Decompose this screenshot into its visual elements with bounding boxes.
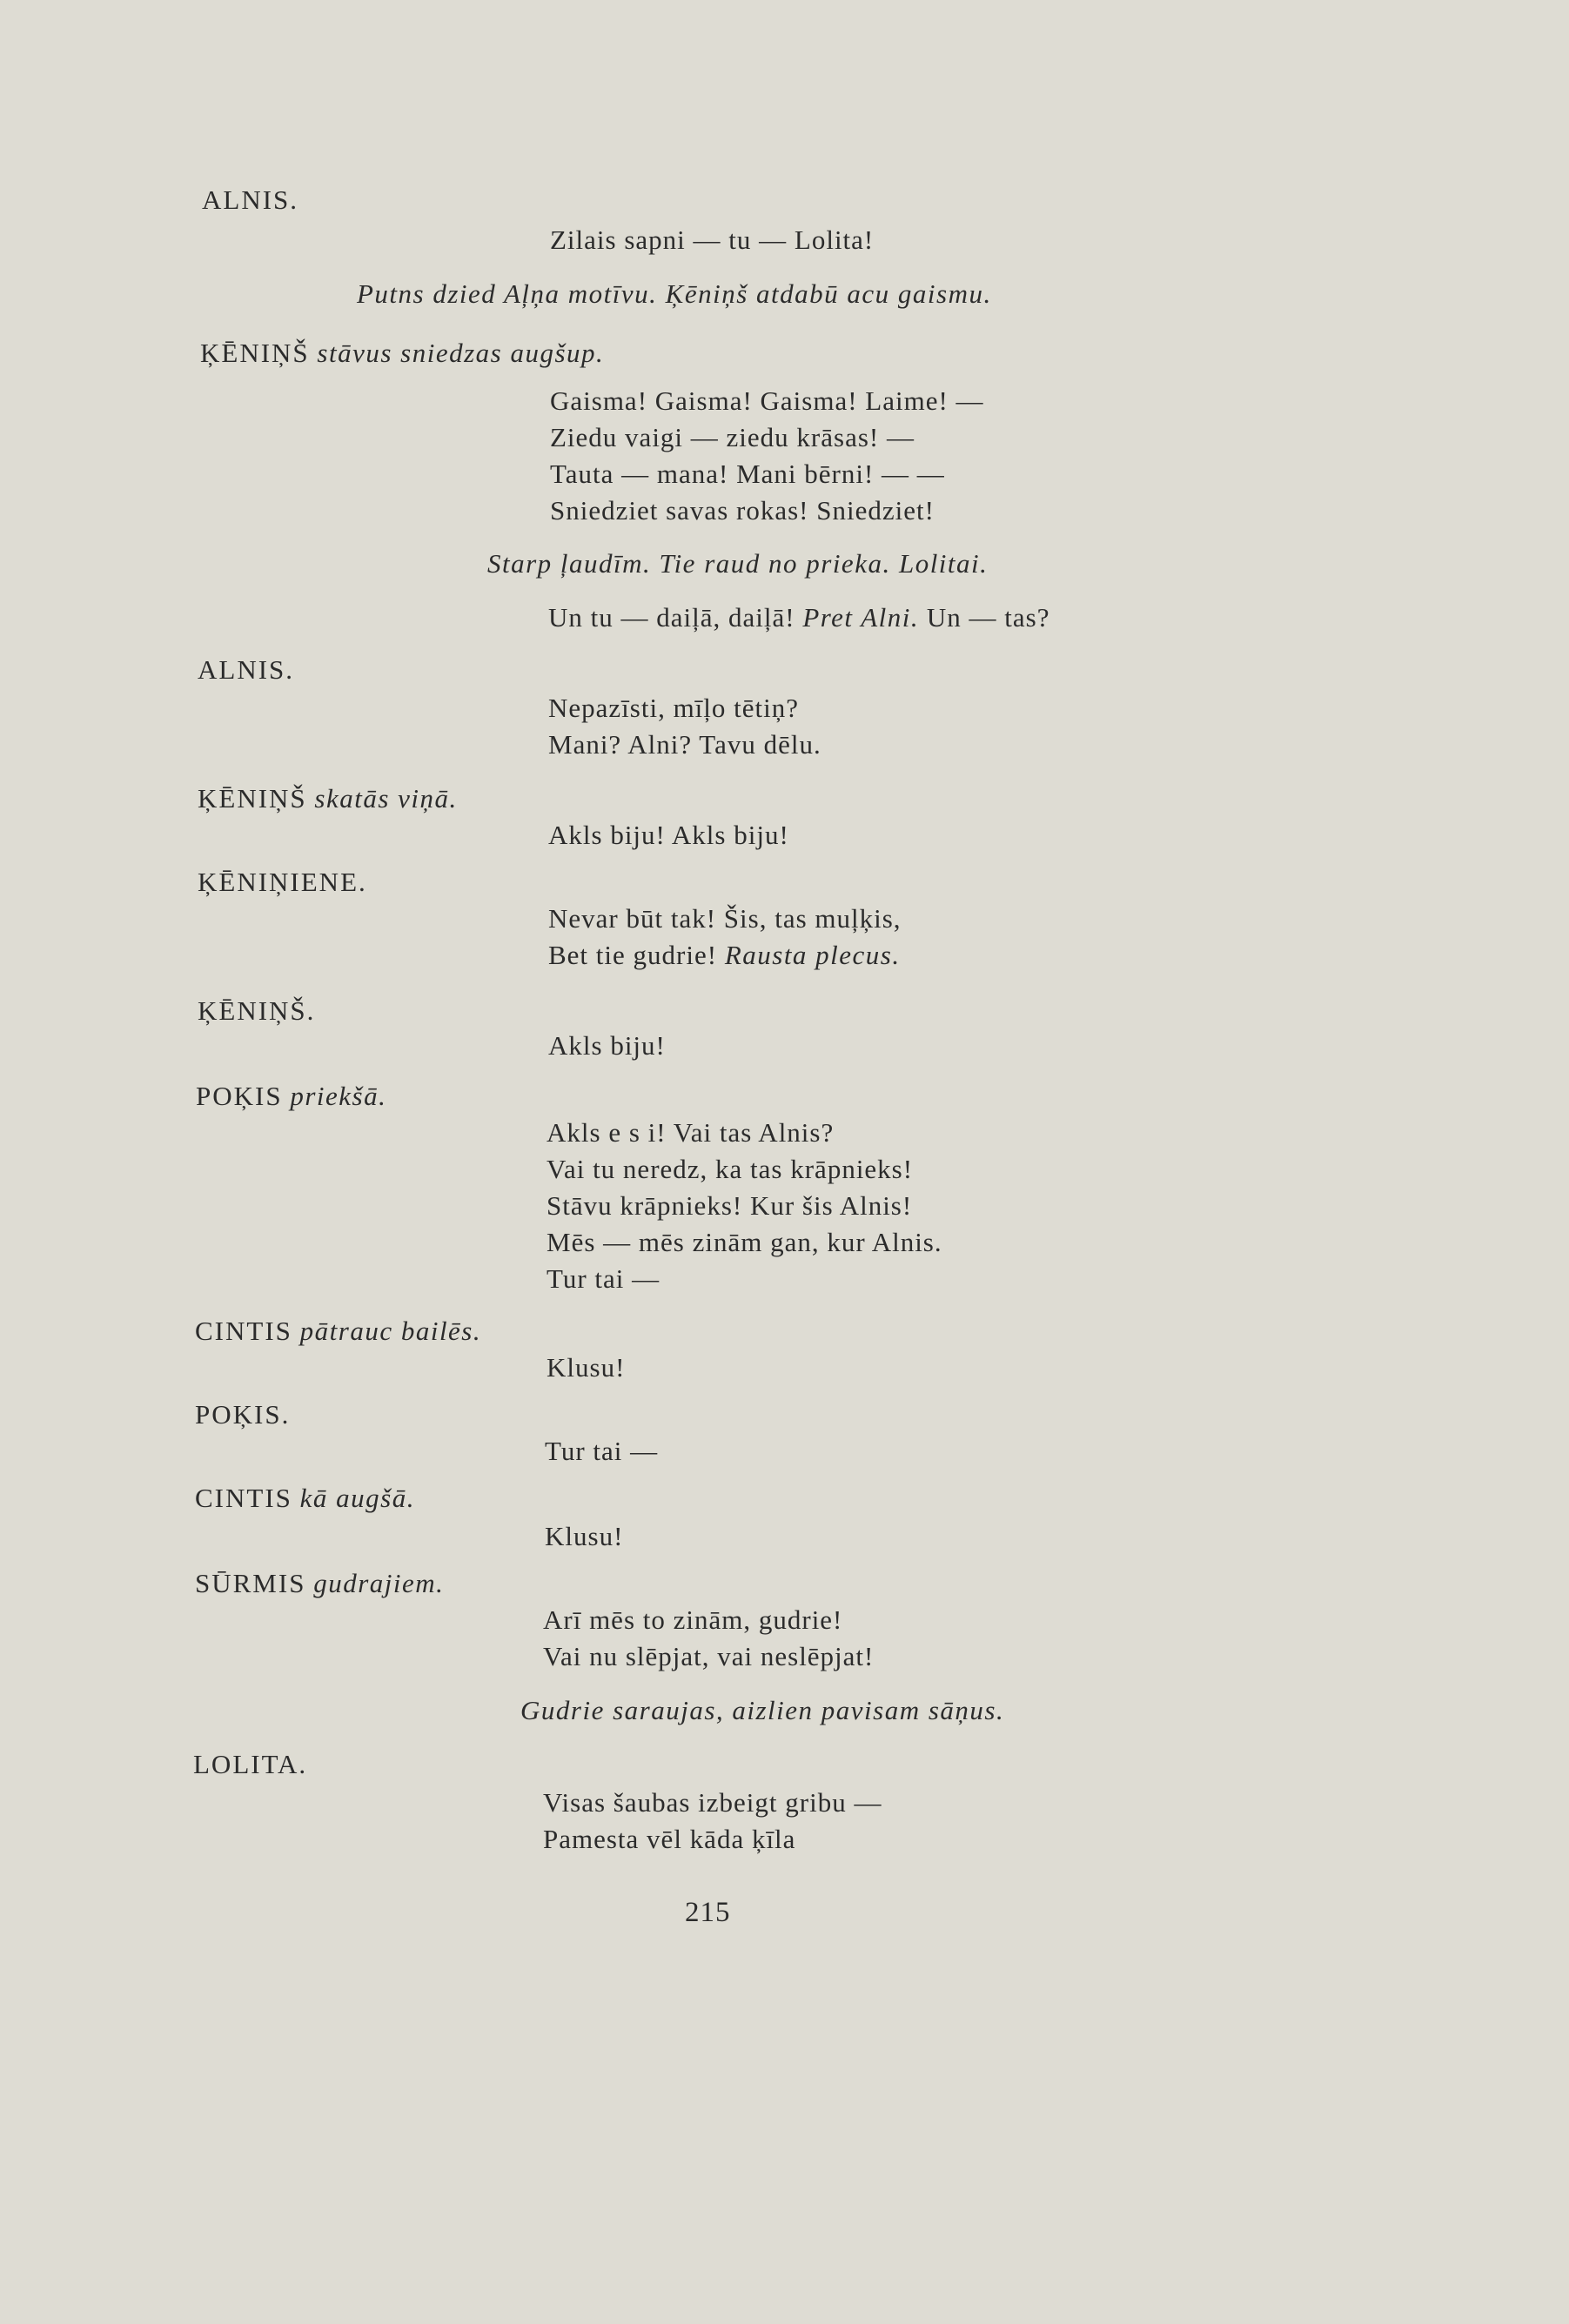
stage-direction: Putns dzied Aļņa motīvu. Ķēniņš atdabū acu gaismu. (357, 278, 992, 309)
speaker-name: CINTIS (195, 1483, 292, 1513)
stage-direction: Starp ļaudīm. Tie raud no prieka. Lolitai. (487, 548, 989, 579)
dialogue-line (548, 604, 1049, 631)
dialogue-line: Akls biju! Akls biju! (548, 820, 789, 850)
dialogue-line: Klusu! (546, 1352, 626, 1383)
dialogue-line: Vai nu slēpjat, vai neslēpjat! (543, 1641, 875, 1671)
speaker-kenins: ĶĒNIŅŠ. (198, 995, 316, 1026)
dialogue-line: Sniedziet savas rokas! Sniedziet! (550, 495, 935, 526)
dialogue-line: Pamesta vēl kāda ķīla (543, 1824, 796, 1854)
speaker-direction: gudrajiem. (313, 1568, 445, 1598)
speaker-cintis-direction (195, 1317, 481, 1344)
dialogue-line: Visas šaubas izbeigt gribu — (543, 1787, 882, 1818)
dialogue-line: Akls e s i! Vai tas Alnis? (546, 1117, 835, 1148)
inline-direction: Rausta plecus. (724, 940, 901, 970)
dialogue-line: Akls biju! (548, 1030, 666, 1061)
speaker-alnis: ALNIS. (202, 184, 299, 215)
stage-direction: Gudrie saraujas, aizlien pavisam sāņus. (520, 1695, 1005, 1725)
speaker-name: CINTIS (195, 1316, 292, 1346)
dialogue-line: Stāvu krāpnieks! Kur šis Alnis! (546, 1190, 913, 1221)
dialogue-line: Gaisma! Gaisma! Gaisma! Laime! — (550, 385, 984, 416)
dialogue-line: Ziedu vaigi — ziedu krāsas! — (550, 422, 915, 452)
speaker-direction: kā augšā. (299, 1483, 415, 1513)
dialogue-line: Mani? Alni? Tavu dēlu. (548, 729, 821, 760)
speaker-name: ĶĒNIŅŠ (200, 338, 310, 368)
speaker-direction: stāvus sniedzas augšup. (317, 338, 605, 368)
speaker-pokis: POĶIS. (195, 1399, 291, 1430)
dialogue-line: Nepazīsti, mīļo tētiņ? (548, 693, 800, 723)
speaker-name: POĶIS (196, 1081, 283, 1111)
speaker-pokis-direction (196, 1082, 386, 1109)
speaker-kenins-direction (198, 785, 458, 812)
speaker-direction: pātrauc bailēs. (299, 1316, 482, 1346)
speaker-alnis: ALNIS. (198, 654, 295, 685)
speaker-name: ĶĒNIŅŠ (198, 783, 307, 814)
dialogue-line: Mēs — mēs zinām gan, kur Alnis. (546, 1227, 942, 1257)
dialogue-line: Vai tu neredz, ka tas krāpnieks! (546, 1154, 914, 1184)
speaker-cintis-direction (195, 1484, 415, 1511)
speaker-surmis-direction (195, 1570, 444, 1597)
dialogue-line: Zilais sapni — tu — Lolita! (550, 224, 875, 255)
dialogue-line: Tauta — mana! Mani bērni! — — (550, 459, 945, 489)
dialogue-line: Tur tai — (546, 1263, 660, 1294)
speaker-kenins-direction (200, 339, 604, 366)
dialogue-line: Klusu! (545, 1521, 624, 1551)
inline-direction: Pret Alni. (802, 602, 920, 633)
speaker-keniniene: ĶĒNIŅIENE. (198, 867, 367, 897)
dialogue-line: Nevar būt tak! Šis, tas muļķis, (548, 903, 902, 934)
dialogue-line (548, 941, 901, 968)
dialogue-text: Bet tie gudrie! (548, 940, 718, 970)
dialogue-text: Un tu — daiļā, daiļā! (548, 602, 795, 633)
dialogue-line: Arī mēs to zinām, gudrie! (543, 1604, 843, 1635)
speaker-name: SŪRMIS (195, 1568, 306, 1598)
page-number: 215 (685, 1897, 731, 1928)
dialogue-text: Un — tas? (926, 602, 1050, 633)
speaker-lolita: LOLITA. (193, 1749, 308, 1779)
speaker-direction: priekšā. (290, 1081, 387, 1111)
speaker-direction: skatās viņā. (314, 783, 458, 814)
dialogue-line: Tur tai — (545, 1436, 659, 1466)
